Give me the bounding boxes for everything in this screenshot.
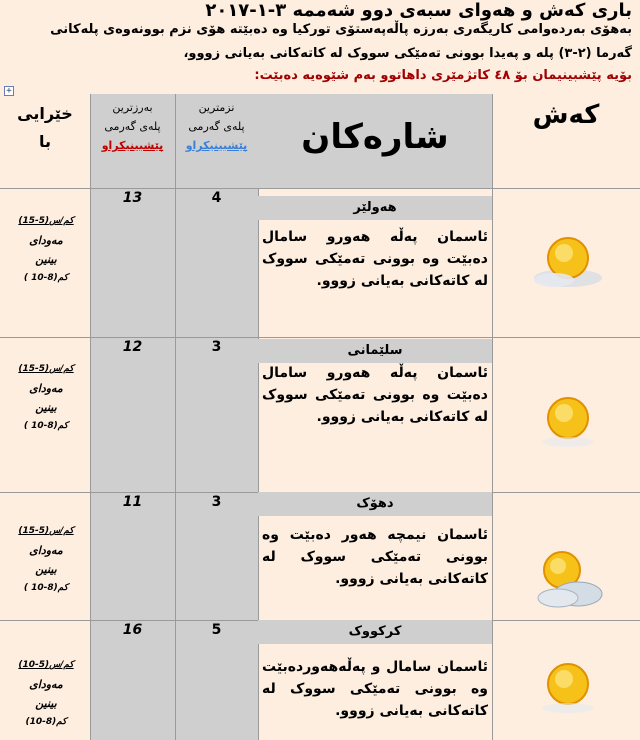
page-title: باری کەش و هەوای سبەی دوو شەممە ۳-۱-۲۰۱۷ [205,0,632,21]
wind-header-label: خێرایی با [17,104,73,151]
max-temp-label: بەرزترین پلەی گەرمی [104,101,161,133]
wind-range: (15-5)کم/س [18,364,74,374]
city-forecast-text: ئاسمان پەڵە هەورو سامال دەبێت وە بوونی تەمێکی سووک لە کاتەکانی بەیانی زووو. [262,229,488,289]
min-temp-value: 3 [211,494,222,510]
weather-header: کەش [532,100,600,130]
max-temp-value: 13 [122,190,143,206]
min-temp-header [175,98,258,155]
sun-icon [528,384,608,454]
intro-line-1: بەهۆی بەردەوامی کاریگەری بەرزە پاڵەپەستۆی تورکیا وە دەبێتە هۆی نزم بوونەوەی پلەکانی [50,22,632,37]
city-forecast-text: ئاسمان نیمچە هەور دەبێت وە بوونی تەمێکی سووک لە کاتەکانی بەیانی زووو. [262,527,488,587]
max-temp-value: 11 [122,494,143,510]
wind-range: (15-5)کم/س [18,526,74,536]
expand-table-icon[interactable]: + [4,86,14,96]
wind-cell [4,656,88,732]
city-name: کرکووک [258,620,492,644]
visibility-range: ( 10-8)کم [23,273,69,283]
wind-speed-header [0,100,90,156]
city-name: هەولێر [258,196,492,220]
visibility-label: مەودای بینین [29,544,63,576]
visibility-label: مەودای بینین [29,678,63,710]
wind-cell [4,360,88,436]
city-forecast-text: ئاسمان پەڵە هەورو سامال دەبێت وە بوونی تەمێکی سووک لە کاتەکانی بەیانی زووو. [262,365,488,425]
visibility-range: (10-8)کم [25,717,67,727]
city-name: سلێمانی [258,339,492,363]
max-forecast-label: پێشبینیکراو [101,139,164,152]
wind-range: (15-5)کم/س [18,216,74,226]
sun-icon [528,650,608,720]
wind-cell [4,522,88,598]
wind-range: (10-5)کم/س [18,660,74,670]
visibility-range: ( 10-8)کم [23,583,69,593]
min-temp-value: 5 [211,622,222,638]
visibility-range: ( 10-8)کم [23,421,69,431]
intro-line-3: بۆیە پێشبینیمان بۆ ٤٨ کاتژمێری داهاتوو بەم شێوەیە دەبێت: [254,68,632,83]
min-temp-value: 3 [211,339,222,355]
cities-header: شارەکان [258,94,492,188]
min-temp-label: نزمترین پلەی گەرمی [188,101,245,133]
city-forecast-text: ئاسمان سامال و پەڵەهەوردەبێت وە بوونی تەمێکی سووک لە کاتەکانی بەیانی زووو. [262,659,488,719]
intro-line-2: گەرما (۲-۳) پلە و پەیدا بوونی تەمێکی سووک لە کاتەکانی بەیانی زووو، [183,46,632,61]
grid-line [0,188,640,189]
visibility-label: مەودای بینین [29,382,63,414]
max-temp-value: 12 [122,339,143,355]
wind-cell [4,212,88,288]
visibility-label: مەودای بینین [29,234,63,266]
max-temp-value: 16 [122,622,143,638]
grid-line [492,94,493,740]
min-temp-value: 4 [211,190,222,206]
grid-line [0,337,640,338]
min-forecast-label: پێشبینیکراو [185,139,248,152]
city-name: دهۆک [258,492,492,516]
partly-cloudy-sun-icon [528,222,608,292]
max-temp-header [90,98,175,155]
cloudy-sun-icon [528,540,608,610]
